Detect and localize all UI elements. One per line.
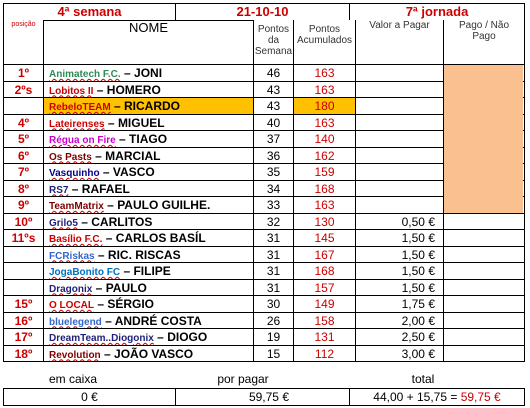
accumulated-points-cell: 163	[294, 115, 356, 132]
amount-due-cell: 3,00 €	[356, 346, 444, 363]
amount-due-cell: 2,00 €	[356, 313, 444, 330]
amount-due-cell	[356, 115, 444, 132]
table-row	[3, 263, 525, 280]
col-pago: Pago / Não Pago	[444, 20, 525, 65]
amount-due-cell: 1,50 €	[356, 280, 444, 297]
accumulated-points-cell: 130	[294, 214, 356, 231]
amount-due-cell: 0,50 €	[356, 214, 444, 231]
total-label: total	[411, 372, 435, 386]
team-name: Basílio F.C.	[49, 234, 103, 245]
week-label: 4ª semana	[4, 4, 176, 21]
week-points-cell: 43	[254, 82, 294, 99]
amount-due-cell: 2,50 €	[356, 329, 444, 346]
team-name: FCRiskas	[49, 250, 95, 262]
accumulated-points-cell: 168	[294, 263, 356, 280]
name-cell	[44, 197, 254, 214]
week-points-cell: 46	[254, 65, 294, 82]
name-separator: –	[101, 313, 115, 328]
team-name: RS7	[49, 184, 69, 196]
paid-status-cell	[444, 214, 525, 231]
week-points-cell: 30	[254, 296, 294, 313]
team-name: bluelegend	[49, 316, 102, 328]
amount-due-cell	[356, 98, 444, 115]
paid-status-cell	[444, 247, 525, 264]
name-separator: –	[115, 132, 130, 146]
week-points-cell: 31	[254, 247, 294, 264]
accumulated-points-cell: 149	[294, 296, 356, 313]
accumulated-points-cell: 131	[294, 329, 356, 346]
name-cell	[44, 263, 254, 280]
name-cell	[44, 296, 254, 313]
accumulated-points-cell: 163	[294, 82, 356, 99]
name-cell	[44, 313, 254, 330]
accumulated-points-cell: 163	[294, 65, 356, 82]
accumulated-points-cell: 167	[294, 247, 356, 264]
name-separator: –	[93, 82, 107, 97]
name-separator: –	[100, 346, 115, 361]
table-row	[3, 313, 525, 330]
accumulated-points-cell: 157	[294, 280, 356, 297]
col-pontos-acumulados: Pontos Acumulados	[294, 20, 356, 65]
table-row	[3, 280, 525, 297]
player-name: ANDRÉ COSTA	[114, 313, 202, 328]
pago-fill	[444, 65, 523, 213]
position-cell: 10º	[4, 214, 44, 231]
amount-due-cell	[356, 82, 444, 99]
position-cell: 4º	[4, 115, 44, 132]
amount-due-cell	[356, 197, 444, 214]
por-pagar-value: 59,75 €	[176, 389, 350, 406]
name-separator: –	[94, 297, 108, 311]
name-cell	[44, 214, 254, 231]
amount-due-cell	[356, 164, 444, 181]
player-name: RAFAEL	[81, 181, 130, 196]
table-row	[3, 247, 525, 264]
week-points-cell: 34	[254, 181, 294, 198]
accumulated-points-cell: 162	[294, 148, 356, 165]
por-pagar-label: por pagar	[217, 372, 269, 386]
team-name: RebeloTEAM	[49, 102, 111, 113]
name-cell	[44, 115, 254, 132]
player-name: SÉRGIO	[107, 297, 155, 311]
position-cell	[4, 280, 44, 297]
total-expression: 44,00 + 15,75 =	[373, 390, 461, 404]
position-cell: 15º	[4, 296, 44, 313]
player-name: PAULO GUILHE.	[117, 198, 211, 212]
week-points-cell: 31	[254, 263, 294, 280]
week-points-cell: 33	[254, 197, 294, 214]
player-name: JOÃO VASCO	[114, 346, 194, 361]
player-name: CARLOS BASÍL	[115, 231, 206, 245]
week-points-cell: 19	[254, 329, 294, 346]
team-name: O LOCAL	[49, 300, 94, 311]
name-separator: –	[68, 181, 82, 196]
round-label: 7ª jornada	[350, 4, 525, 21]
name-cell	[44, 247, 254, 264]
position-cell	[4, 263, 44, 280]
position-cell: 9º	[4, 197, 44, 214]
player-name: FILIPE	[133, 264, 171, 278]
name-separator: –	[92, 280, 106, 295]
paid-status-cell	[444, 296, 525, 313]
position-cell: 11ºs	[4, 230, 44, 247]
accumulated-points-cell: 112	[294, 346, 356, 363]
name-cell	[44, 98, 254, 115]
amount-due-cell: 1,50 €	[356, 263, 444, 280]
table-row	[3, 296, 525, 313]
position-cell: 16º	[4, 313, 44, 330]
name-cell	[44, 82, 254, 99]
footer-values	[3, 388, 525, 406]
player-name: HOMERO	[106, 82, 161, 97]
week-points-cell: 43	[254, 98, 294, 115]
accumulated-points-cell: 159	[294, 164, 356, 181]
position-cell: 5º	[4, 131, 44, 148]
week-points-cell: 40	[254, 115, 294, 132]
em-caixa-label: em caixa	[48, 372, 98, 386]
accumulated-points-cell: 180	[294, 98, 356, 115]
name-cell	[44, 65, 254, 82]
team-name: Dragonix	[49, 283, 93, 295]
player-name: RICARDO	[124, 99, 181, 113]
week-points-cell: 36	[254, 148, 294, 165]
paid-status-cell	[444, 230, 525, 247]
col-nome: NOME	[44, 20, 254, 65]
position-cell	[4, 247, 44, 264]
player-name: CARLITOS	[91, 214, 153, 229]
em-caixa-value: 0 €	[4, 389, 176, 406]
table-row	[3, 329, 525, 346]
name-separator: –	[103, 198, 118, 212]
player-name: MIGUEL	[117, 115, 165, 130]
team-name: TeamMatrix	[49, 201, 104, 212]
table-row	[3, 346, 525, 363]
amount-due-cell: 1,50 €	[356, 247, 444, 264]
name-separator: –	[102, 231, 116, 245]
week-points-cell: 31	[254, 230, 294, 247]
position-cell: 2ºs	[4, 82, 44, 99]
week-points-cell: 15	[254, 346, 294, 363]
team-name: Vasquinho	[49, 168, 100, 179]
position-cell: 8º	[4, 181, 44, 198]
accumulated-points-cell: 168	[294, 181, 356, 198]
name-separator: –	[94, 247, 108, 262]
name-separator: –	[120, 264, 134, 278]
position-cell: 17º	[4, 329, 44, 346]
week-points-cell: 26	[254, 313, 294, 330]
amount-due-cell: 1,75 €	[356, 296, 444, 313]
player-name: JONI	[134, 66, 163, 80]
paid-status-cell	[444, 280, 525, 297]
team-name: Animatech F.C.	[49, 69, 121, 80]
player-name: VASCO	[112, 165, 155, 179]
name-cell	[44, 230, 254, 247]
total-value-cell	[350, 389, 525, 406]
table-row	[3, 230, 525, 247]
team-name: Os Pasts	[49, 151, 92, 163]
team-name: JogaBonito FC	[49, 267, 121, 278]
player-name: MARCIAL	[105, 148, 161, 163]
name-separator: –	[120, 66, 135, 80]
amount-due-cell	[356, 148, 444, 165]
name-cell	[44, 346, 254, 363]
amount-due-cell: 1,50 €	[356, 230, 444, 247]
accumulated-points-cell: 163	[294, 197, 356, 214]
position-cell: 7º	[4, 164, 44, 181]
col-valor-pagar: Valor a Pagar	[356, 20, 444, 65]
week-points-cell: 37	[254, 131, 294, 148]
name-cell	[44, 280, 254, 297]
accumulated-points-cell: 140	[294, 131, 356, 148]
column-header-row	[3, 20, 525, 65]
team-name: Lobitos II	[49, 85, 94, 97]
accumulated-points-cell: 145	[294, 230, 356, 247]
player-name: TIAGO	[129, 132, 168, 146]
paid-status-cell	[444, 329, 525, 346]
name-separator: –	[153, 330, 168, 344]
paid-status-cell	[444, 313, 525, 330]
name-cell	[44, 329, 254, 346]
week-points-cell: 32	[254, 214, 294, 231]
amount-due-cell	[356, 131, 444, 148]
name-cell	[44, 131, 254, 148]
name-separator: –	[99, 165, 113, 179]
position-cell	[4, 98, 44, 115]
position-cell: 1º	[4, 65, 44, 82]
team-name: Régua on Fire	[49, 135, 116, 146]
date-label: 21-10-10	[176, 4, 350, 21]
player-name: RIC. RISCAS	[107, 247, 181, 262]
header-row	[3, 3, 525, 21]
week-points-cell: 31	[254, 280, 294, 297]
week-points-cell: 35	[254, 164, 294, 181]
paid-status-cell	[444, 346, 525, 363]
name-cell	[44, 164, 254, 181]
name-cell	[44, 181, 254, 198]
amount-due-cell	[356, 65, 444, 82]
team-name: Revolution	[49, 349, 101, 361]
amount-due-cell	[356, 181, 444, 198]
position-cell: 6º	[4, 148, 44, 165]
footer-labels	[3, 372, 525, 388]
paid-status-cell	[444, 263, 525, 280]
name-separator: –	[77, 214, 92, 229]
total-value: 59,75 €	[460, 390, 501, 404]
col-pontos-semana: Pontos da Semana	[254, 20, 294, 65]
team-name: Grilo5	[49, 217, 78, 229]
accumulated-points-cell: 158	[294, 313, 356, 330]
player-name: DIOGO	[167, 330, 208, 344]
table-row	[3, 214, 525, 231]
name-cell	[44, 148, 254, 165]
name-separator: –	[91, 148, 106, 163]
team-name: DreamTeam..Diogonix	[49, 333, 154, 344]
team-name: Lateirenses	[49, 118, 105, 130]
player-name: PAULO	[105, 280, 147, 295]
name-separator: –	[104, 115, 118, 130]
name-separator: –	[110, 99, 125, 113]
col-posicao: posição	[4, 20, 44, 65]
position-cell: 18º	[4, 346, 44, 363]
